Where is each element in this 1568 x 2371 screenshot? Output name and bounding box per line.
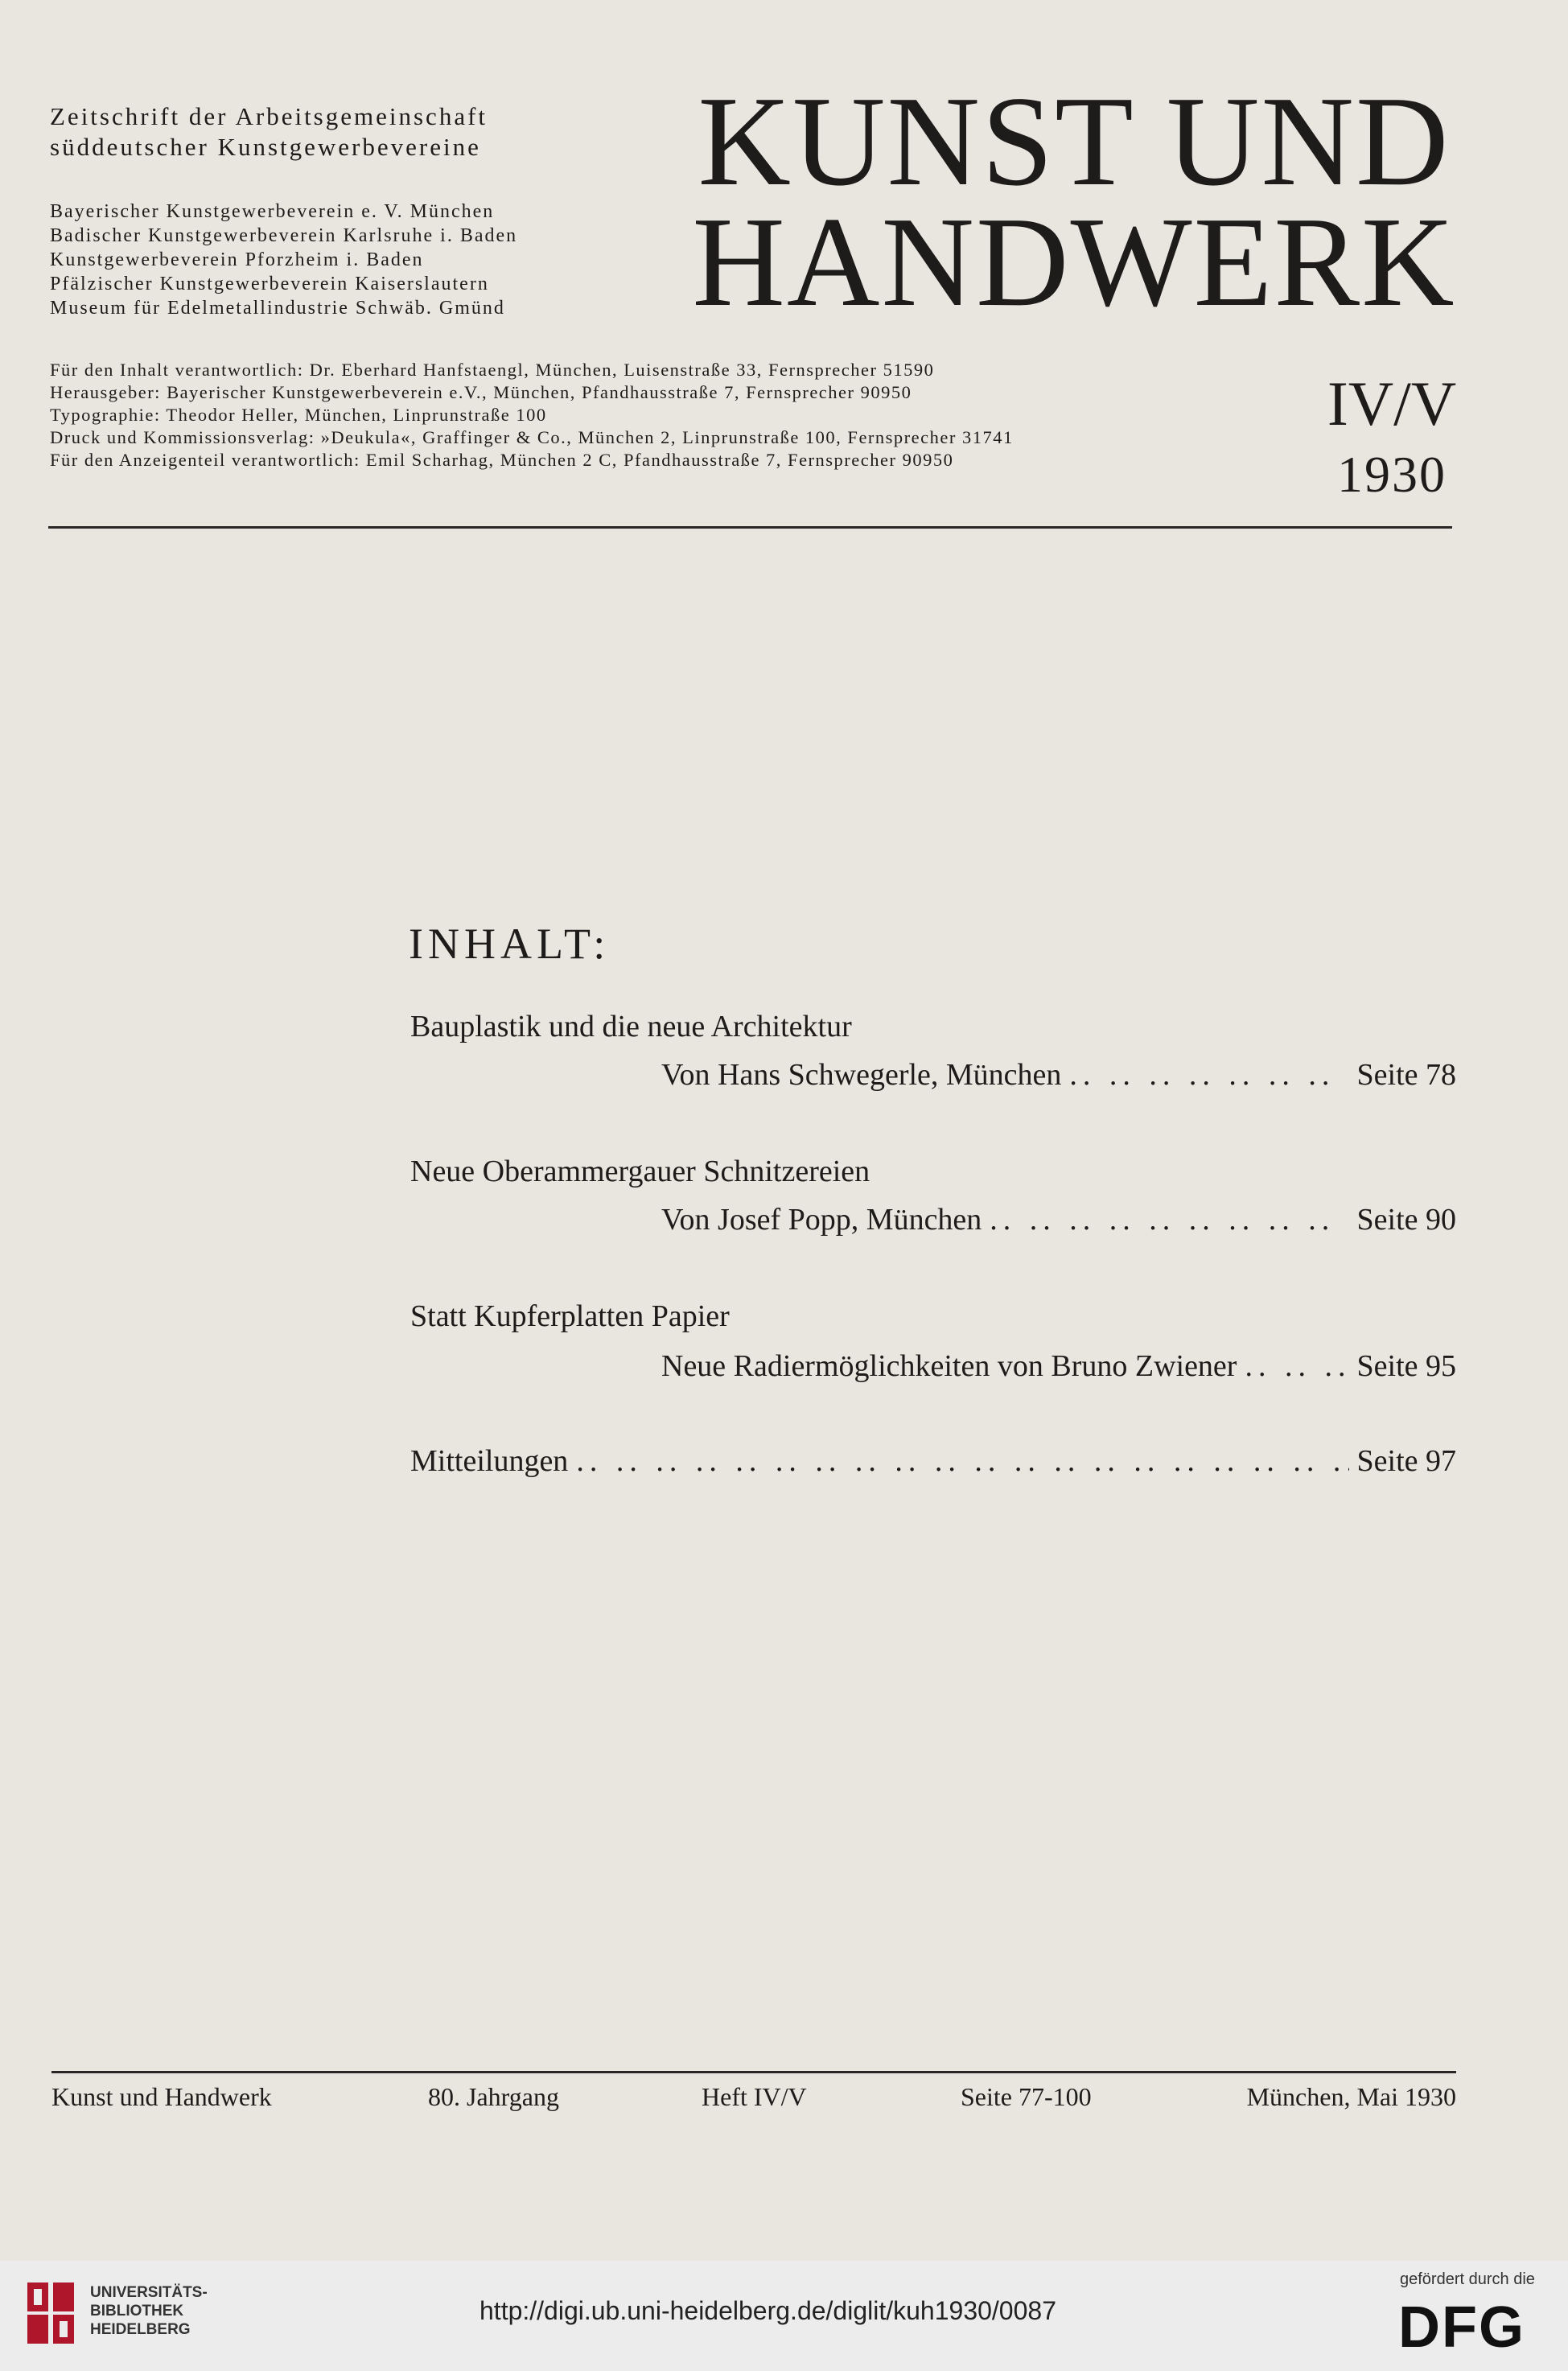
title-line-1: KUNST UND [698,69,1451,212]
toc-entry-line [661,1202,1456,1237]
society-line: Badischer Kunstgewerbeverein Karlsruhe i. Baden [50,225,518,246]
dfg-logo: DFG [1398,2295,1525,2360]
footer-pages: Seite 77-100 [961,2082,1092,2111]
toc-entry-author: Von Josef Popp, München [661,1203,982,1237]
footer-place-date: München, Mai 1930 [1246,2082,1456,2111]
credit-line: Typographie: Theodor Heller, München, Linprunstraße 100 [50,405,547,425]
toc-entry-title: Bauplastik und die neue Architektur [410,1010,852,1043]
toc-entry-title: Mitteilungen [410,1444,569,1478]
header-divider [48,526,1452,529]
toc-entry-line [410,1443,1456,1479]
credit-line: Druck und Kommissionsverlag: »Deukula«, Graffinger & Co., München 2, Linprunstraße 100, Fernsprecher 31741 [50,427,1014,447]
toc-entry-title: Statt Kupferplatten Papier [410,1299,730,1333]
society-line: Pfälzischer Kunstgewerbeverein Kaiserslautern [50,274,489,294]
toc-entry-line [661,1348,1456,1384]
footer-divider [51,2071,1456,2073]
funding-note: gefördert durch die [1400,2270,1535,2288]
toc-entry-page: Seite 78 [1356,1058,1456,1092]
issue-year: 1930 [1337,446,1447,503]
permalink-url[interactable]: http://digi.ub.uni-heidelberg.de/diglit/kuh1930/0087 [479,2296,1056,2325]
member-societies [50,200,637,320]
issue-number: IV/V [1327,368,1457,438]
footer-journal: Kunst und Handwerk [51,2082,272,2111]
toc-entry-title: Neue Oberammergauer Schnitzereien [410,1155,870,1188]
toc-entry-page: Seite 95 [1356,1349,1456,1383]
publication-credits [50,359,1281,471]
university-library-name [90,2283,208,2339]
toc-entry-author: Von Hans Schwegerle, München [661,1058,1062,1092]
toc-entry-author: Neue Radiermöglichkeiten von Bruno Zwiener [661,1349,1237,1383]
university-library-logo-icon [23,2279,79,2347]
library-name-line: UNIVERSITÄTS- [90,2284,208,2301]
toc-entry-page: Seite 97 [1356,1444,1456,1478]
credit-line: Für den Inhalt verantwortlich: Dr. Eberhard Hanfstaengl, München, Luisenstraße 33, Fernsprecher 51590 [50,360,935,380]
society-line: Bayerischer Kunstgewerbeverein e. V. München [50,201,495,222]
dot-leader [1069,1057,1348,1093]
society-line: Museum für Edelmetallindustrie Schwäb. Gmünd [50,298,505,319]
credit-line: Herausgeber: Bayerischer Kunstgewerbeverein e.V., München, Pfandhausstraße 7, Fernsprecher 90950 [50,382,912,402]
subtitle-line: Zeitschrift der Arbeitsgemeinschaft [50,102,488,130]
toc-entry-page: Seite 90 [1356,1203,1456,1237]
journal-subtitle [50,101,613,163]
page-footer [51,2082,1456,2118]
footer-volume: 80. Jahrgang [428,2082,559,2111]
contents-heading: INHALT: [409,920,611,968]
society-line: Kunstgewerbeverein Pforzheim i. Baden [50,249,424,270]
toc-entry-line [661,1057,1456,1093]
dot-leader [1245,1348,1348,1384]
library-name-line: HEIDELBERG [90,2321,191,2338]
dot-leader [576,1443,1348,1479]
journal-title [628,69,1521,333]
subtitle-line: süddeutscher Kunstgewerbevereine [50,133,481,161]
credit-line: Für den Anzeigenteil verantwortlich: Emil Scharhag, München 2 C, Pfandhausstraße 7, Fernsprecher 90950 [50,450,954,470]
footer-issue: Heft IV/V [702,2082,807,2111]
library-name-line: BIBLIOTHEK [90,2303,184,2320]
title-line-2: HANDWERK [692,190,1456,333]
dot-leader [990,1202,1348,1237]
